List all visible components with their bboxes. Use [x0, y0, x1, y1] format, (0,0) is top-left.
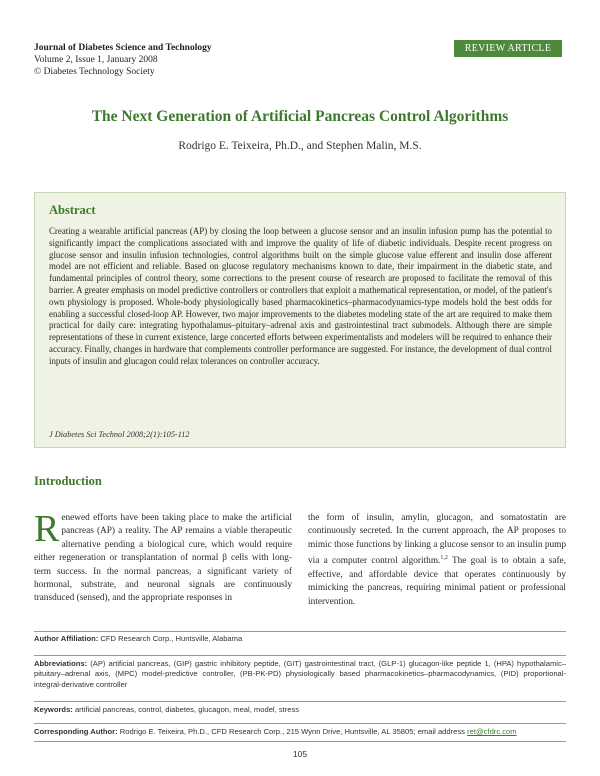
- keywords: [34, 705, 566, 715]
- divider: [34, 631, 566, 632]
- introduction-paragraph-1: enewed efforts have been taking place to make the artificial pancreas (AP) a reality. The AP remains a viable therapeutic alternative pending a biological cure, which would require either regeneration or transplantation of normal β cells with long-term success. In the normal pancreas, a significant variety of hormonal, substrate, and neuronal signals are continuously transduced (sensed), and the appropriate responses in: [34, 513, 292, 604]
- abbreviations-text: (AP) artificial pancreas, (GIP) gastric inhibitory peptide, (GIT) gastrointestinal tract, (GLP-1) glucagon-like peptide 1, (HPA) hypothalamic–pituitary–adrenal axis, (MPC) model-predictive controller, (PB-PK-PD) physiologically based pharmacokinetics–pharmacodynamics, (PID) proportional-integral-derivative controller: [34, 659, 566, 689]
- journal-name: Journal of Diabetes Science and Technology: [34, 43, 212, 53]
- article-authors: Rodrigo E. Teixeira, Ph.D., and Stephen Malin, M.S.: [178, 140, 422, 152]
- abbreviations-label: Abbreviations:: [34, 659, 88, 668]
- keywords-text: artificial pancreas, control, diabetes, glucagon, meal, model, stress: [74, 705, 300, 714]
- reference-superscript: 1,2: [440, 555, 448, 562]
- divider: [34, 701, 566, 702]
- drop-cap: R: [34, 508, 60, 550]
- divider: [34, 655, 566, 656]
- journal-volume: Volume 2, Issue 1, January 2008: [34, 55, 158, 65]
- article-type-badge: REVIEW ARTICLE: [454, 40, 562, 57]
- correspondence-label: Corresponding Author:: [34, 727, 118, 736]
- divider: [34, 741, 566, 742]
- abbreviations: [34, 659, 566, 690]
- article-title: The Next Generation of Artificial Pancreas Control Algorithms: [91, 108, 509, 125]
- divider: [34, 723, 566, 724]
- correspondence-text: Rodrigo E. Teixeira, Ph.D., CFD Research Corp., 215 Wynn Drive, Huntsville, AL 35805; email address: [119, 727, 468, 736]
- introduction-column-1: [34, 508, 292, 606]
- keywords-label: Keywords:: [34, 705, 73, 714]
- abstract-text: Creating a wearable artificial pancreas (AP) by closing the loop between a glucose sensor and an insulin infusion pump has the potential to significantly impact the complications associated with and improve the quality of life of diabetic individuals. Despite recent progress on glucose sensor and insulin infusion technologies, control algorithms built on the simple glucose value efferent and insulin dose afferent model are not efficient and reliable. Based on glucose regulatory mechanisms known to date, their impairment in the diabetic state, and fundamental principles of control theory, some corrections to the present course of research are proposed to facilitate the removal of this barrier. A greater emphasis on model predictive controllers or controllers that exploit a mathematical representation, or model, of the patient's own physiology is proposed. Whole-body physiologically based pharmacokinetics–pharmacodynamics-type models hold the best odds for enabling a successful closed-loop AP. However, two major improvements to the diabetes modeling state of the art are required to make them practical for daily care: integrating hypothalamus–pituitary–adrenal axis and gastrointestinal tract submodels. Although there are simple representations of these in current existence, large concerted efforts between experimentalists and modelers will be required to enhance their accuracy. Finally, changes in hardware that complements controller performance are suggested. For instance, the development of dual control inputs of insulin and glucagon could relax tolerances on controller accuracy.: [49, 226, 552, 366]
- corresponding-author: [34, 727, 566, 737]
- citation: J Diabetes Sci Technol 2008;2(1):105-112: [49, 430, 190, 439]
- introduction-paragraph-2a: the form of insulin, amylin, glucagon, and somatostatin are continuously secreted. In the current approach, the AP proposes to mimic those functions by linking a glucose sensor to an insulin pump via a computer control algorithm.: [308, 513, 566, 567]
- affiliation-text: CFD Research Corp., Huntsville, Alabama: [100, 634, 243, 643]
- page-number: 105: [292, 749, 308, 759]
- introduction-heading: Introduction: [34, 474, 102, 488]
- email-link[interactable]: ret@cfdrc.com: [467, 727, 517, 736]
- abstract-heading: Abstract: [49, 203, 96, 217]
- introduction-paragraph-2b: The goal is to obtain a safe, effective, and affordable device that operates continuously by mimicking the pancreas, requiring minimal patient or professional intervention.: [308, 556, 566, 607]
- author-affiliation: [34, 634, 566, 644]
- affiliation-label: Author Affiliation:: [34, 634, 99, 643]
- abstract-box: [34, 192, 566, 448]
- journal-copyright: © Diabetes Technology Society: [34, 67, 155, 77]
- journal-header: [34, 42, 212, 78]
- introduction-column-2: [308, 512, 566, 609]
